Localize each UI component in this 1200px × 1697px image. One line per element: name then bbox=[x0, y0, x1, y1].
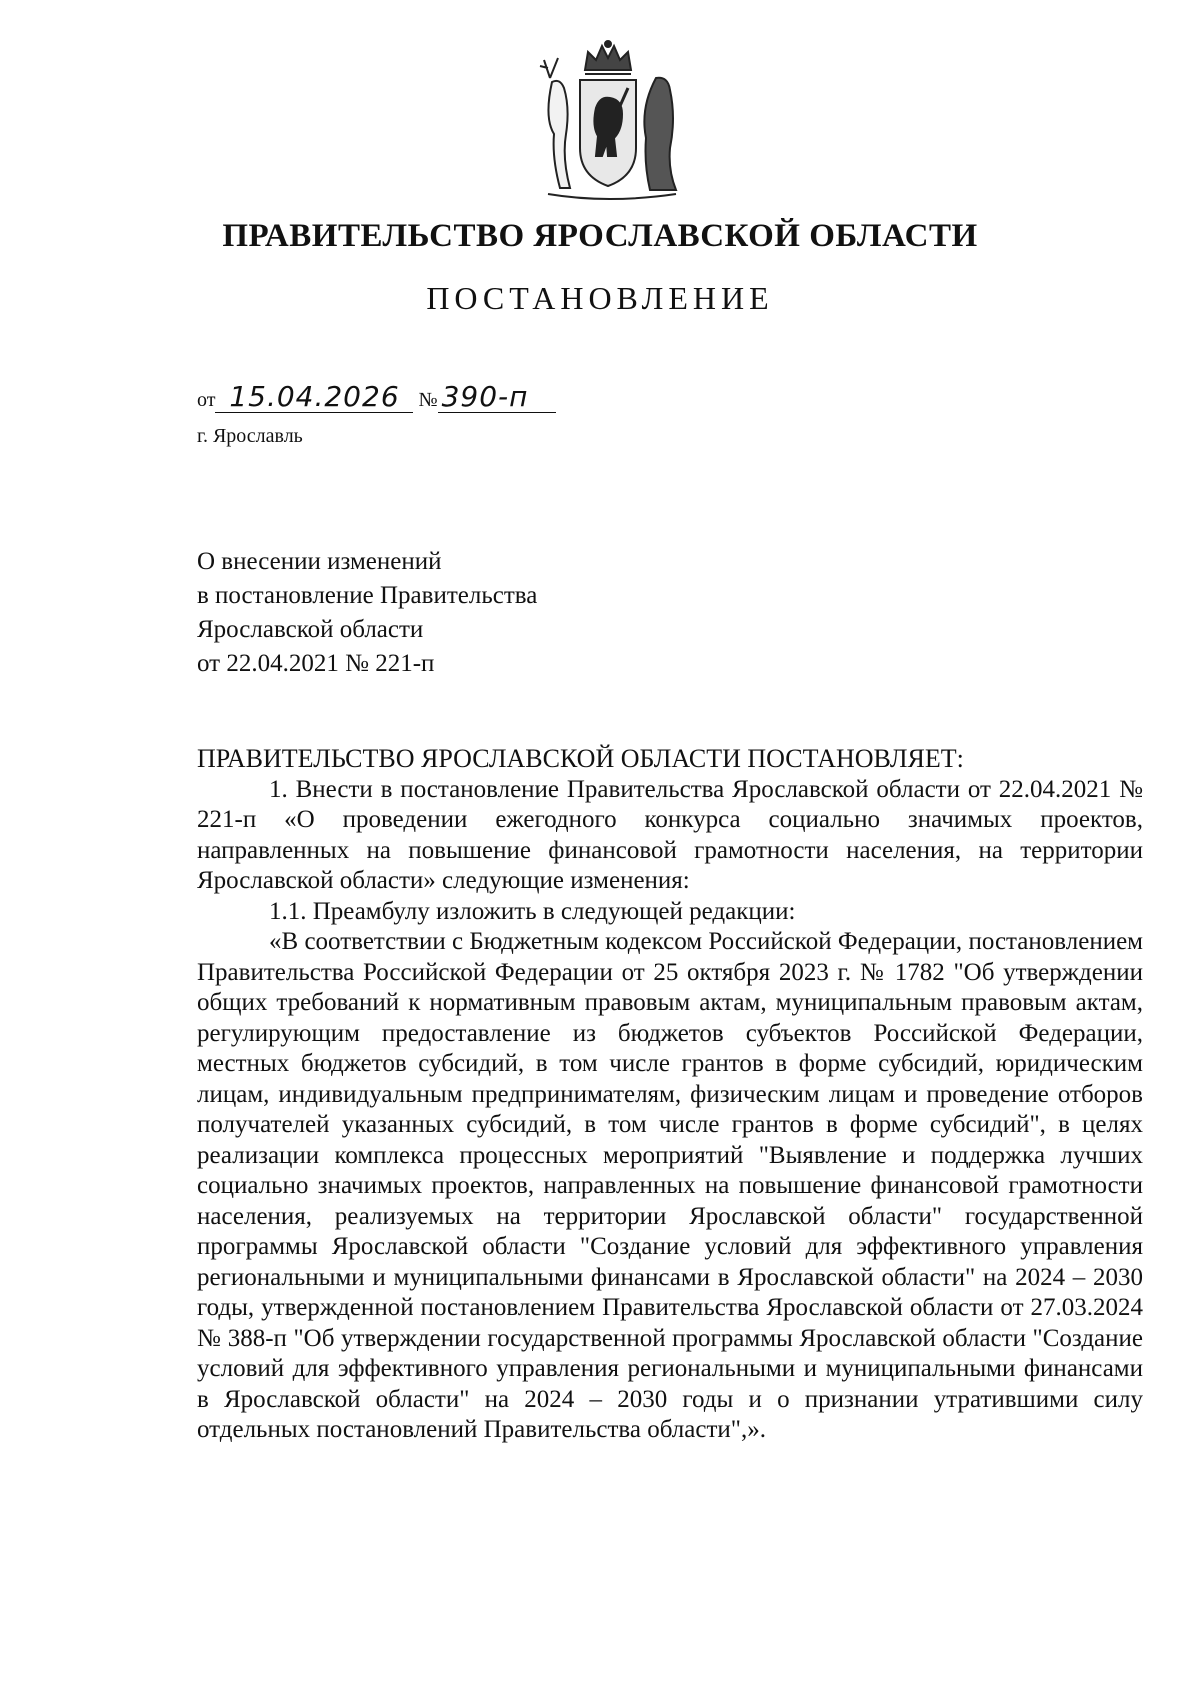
coat-of-arms-icon bbox=[530, 38, 685, 200]
subject-line: от 22.04.2021 № 221-п bbox=[197, 650, 435, 677]
paragraph-1-1: 1.1. Преамбулу изложить в следующей редакции: bbox=[269, 897, 796, 925]
preamble-text: «В соответствии с Бюджетным кодексом Российской Федерации, постановлением Правительства Российской Федерации от 25 октября 2023 г. № 1782 "Об утверждении общих требований к нормативным правовым актам, муниципальным правовым актам, регулирующим предоставление из бюджетов субъектов Российской Федерации, местных бюджетов субсидий, в том числе грантов в форме субсидий, юридическим лицам, индивидуальным предпринимателям, физическим лицам и проведение отборов получателей указанных субсидий, в том числе грантов в форме субсидий", в целях реализации комплекса процессных мероприятий "Выявление и поддержка лучших социально значимых проектов, направленных на повышение финансовой грамотности населения, реализуемых на территории Ярославской области" государственной программы Ярославской области "Создание условий для эффективного управления региональными и муниципальными финансами в Ярославской области" на 2024 – 2030 годы, утвержденной постановлением Правительства Ярославской области от 27.03.2024 № 388-п "Об утверждении государственной программы Ярославской области "Создание условий для эффективного управления региональными и муниципальными финансами в Ярославской области" на 2024 – 2030 годы и о признании утратившими силу отдельных постановлений Правительства области",». bbox=[197, 928, 1143, 1443]
number-value: 390-п bbox=[438, 382, 556, 413]
subject-line: в постановление Правительства bbox=[197, 582, 538, 609]
paragraph-1: 1. Внести в постановление Правительства Ярославской области от 22.04.2021 № 221-п «О проведении ежегодного конкурса социально значимых проектов, направленных на повышение финансовой грамотности населения, на территории Ярославской области» следующие изменения: bbox=[197, 775, 1143, 894]
date-number-line bbox=[197, 382, 556, 413]
date-prefix: от bbox=[197, 389, 216, 411]
city: г. Ярославль bbox=[197, 425, 303, 447]
government-title: ПРАВИТЕЛЬСТВО ЯРОСЛАВСКОЙ ОБЛАСТИ bbox=[222, 218, 978, 254]
subject-line: Ярославской области bbox=[197, 616, 424, 643]
body-text bbox=[197, 744, 1143, 1446]
number-prefix: № bbox=[418, 389, 438, 411]
subject-line: О внесении изменений bbox=[197, 548, 442, 575]
subject-block bbox=[197, 545, 537, 681]
document-type: ПОСТАНОВЛЕНИЕ bbox=[426, 280, 774, 316]
decree-statement: ПРАВИТЕЛЬСТВО ЯРОСЛАВСКОЙ ОБЛАСТИ ПОСТАНОВЛЯЕТ: bbox=[197, 744, 964, 773]
date-value: 15.04.2026 bbox=[215, 382, 413, 413]
